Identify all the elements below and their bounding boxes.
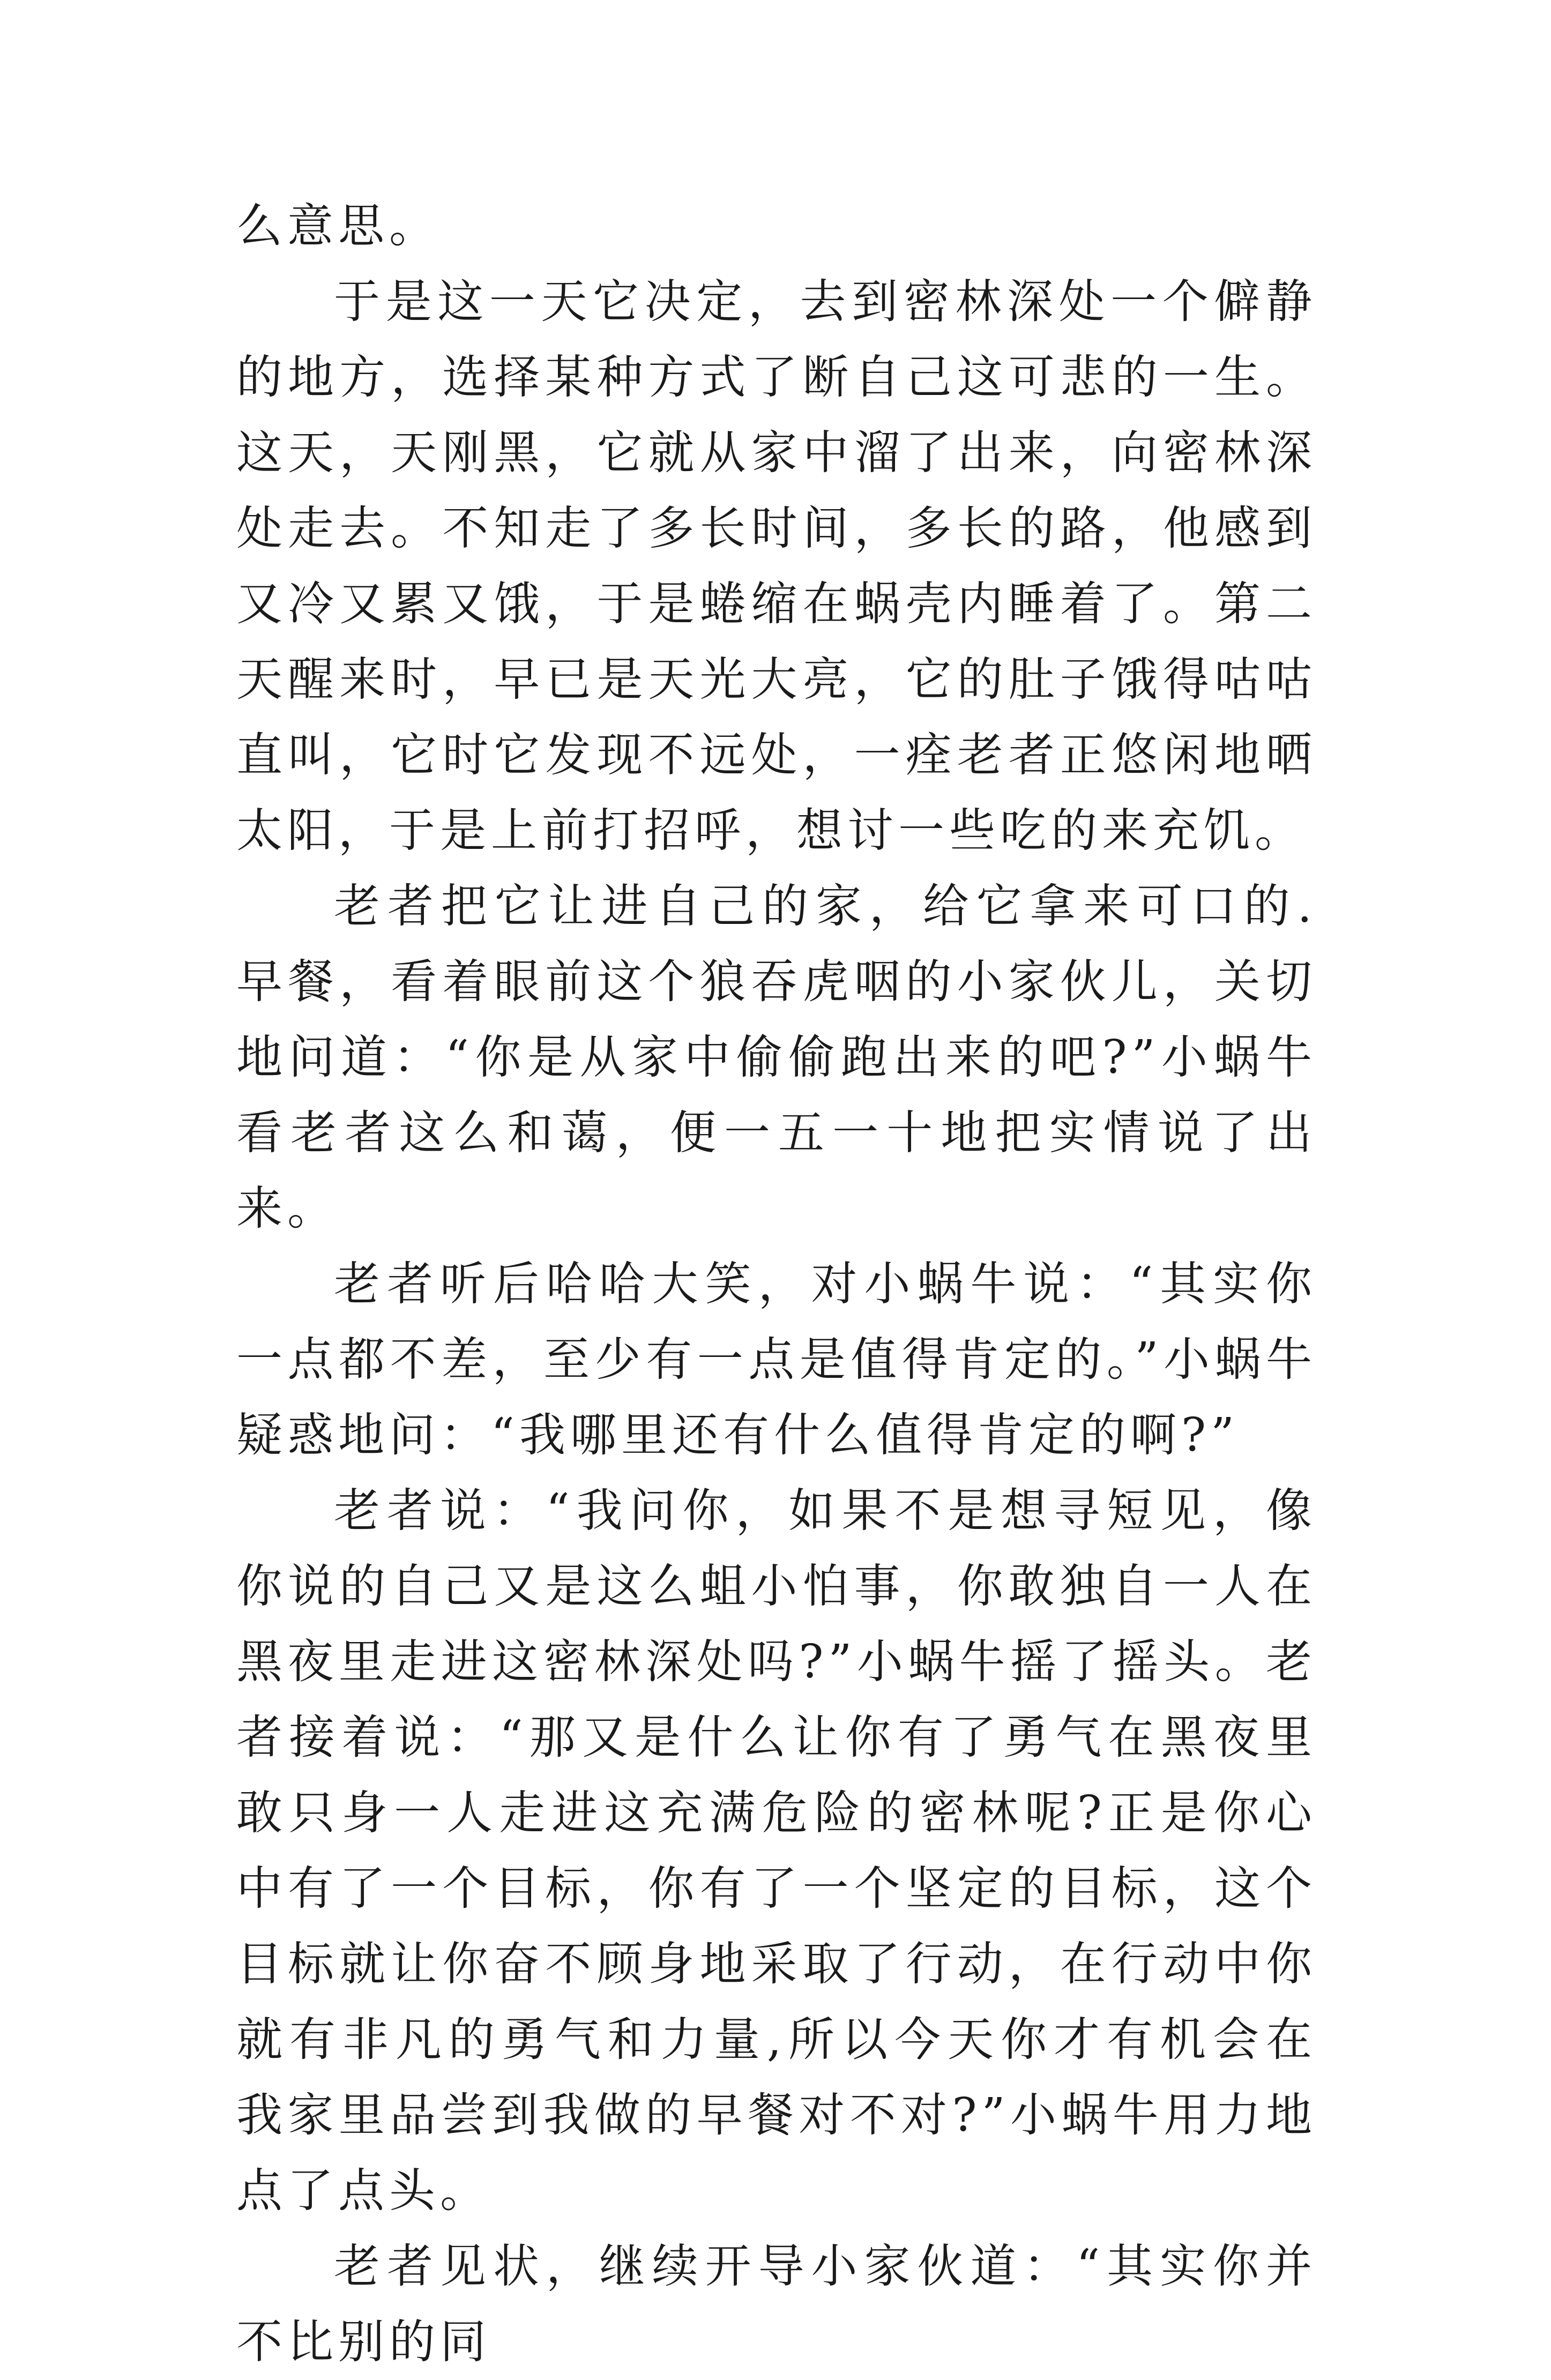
paragraph-1: 么意思。: [236, 199, 440, 253]
paragraph-3: 老者把它让进自己的家，给它拿来可口的.早餐，看着眼前这个狼吞虎咽的小家伙儿，关切地问道：“你是从家中偷偷跑出来的吧?”小蜗牛看老者这么和蔼，便一五一十地把实情说了出来。: [236, 879, 1317, 1235]
paragraph-4: 老者听后哈哈大笑，对小蜗牛说：“其实你一点都不差，至少有一点是值得肯定的。”小蜗牛疑惑地问：“我哪里还有什么值得肯定的啊?”: [236, 1257, 1317, 1462]
paragraph-5: 老者说：“我问你，如果不是想寻短见，像你说的自己又是这么蛆小怕事，你敢独自一人在黑夜里走进这密林深处吗?”小蜗牛摇了摇头。老者接着说：“那又是什么让你有了勇气在黑夜里敢只身一人走进这充满危险的密林呢?正是你心中有了一个目标，你有了一个坚定的目标，这个目标就让你奋不顾身地采取了行动，在行动中你就有非凡的勇气和力量,所以今天你才有机会在我家里品尝到我做的早餐对不对?”小蜗牛用力地点了点头。: [236, 1484, 1317, 2218]
paragraph-2: 于是这一天它决定，去到密林深处一个僻静的地方，选择某种方式了断自己这可悲的一生。这天，天刚黑，它就从家中溜了出来，向密林深处走去。不知走了多长时间，多长的路，他感到又冷又累又饿，于是蜷缩在蜗壳内睡着了。第二天醒来时，早已是天光大亮，它的肚子饿得咕咕直叫，它时它发现不远处，一痊老者正悠闲地晒太阳，于是上前打招呼，想讨一些吃的来充饥。: [236, 275, 1317, 857]
paragraph-6: 老者见状，继续开导小家伙道：“其实你并不比别的同: [236, 2240, 1317, 2369]
story-text: [236, 189, 1317, 2380]
